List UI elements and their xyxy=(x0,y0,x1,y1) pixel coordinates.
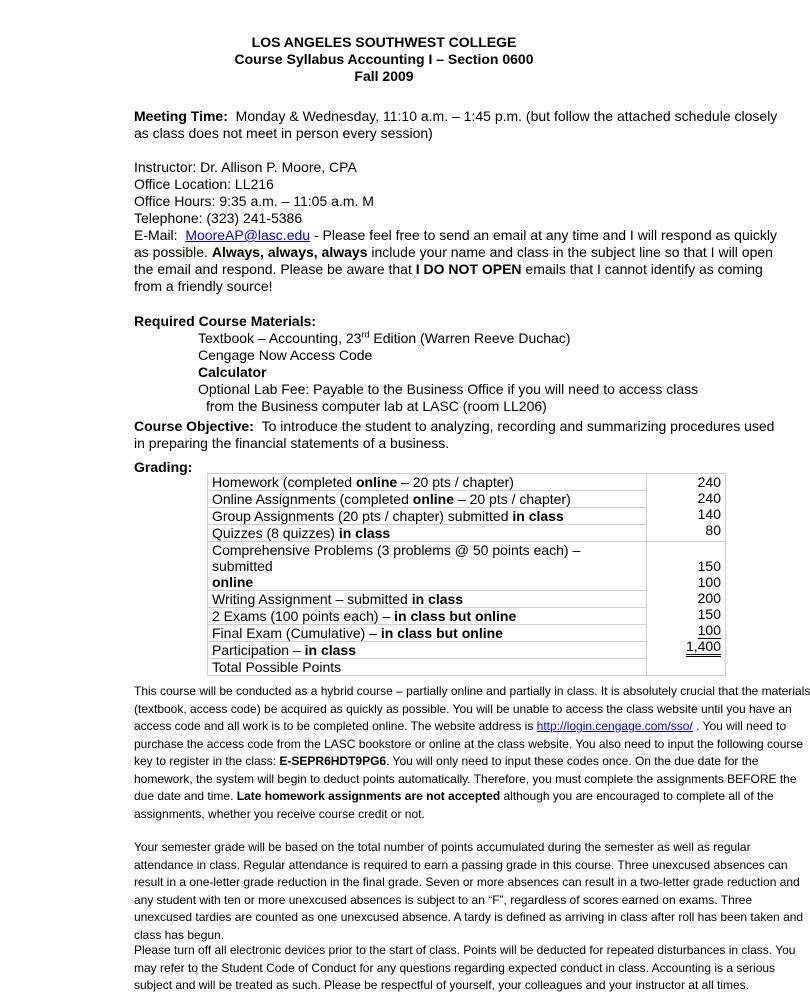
late-policy: Late homework assignments are not accepted xyxy=(236,789,501,803)
course-title: Course Syllabus Accounting I – Section 0600 xyxy=(234,51,534,67)
meeting-time-text: Monday & Wednesday, 11:10 a.m. – 1:45 p.m. (but follow the attached schedule closely xyxy=(235,108,778,124)
term: Fall 2009 xyxy=(354,68,414,84)
email-note: - Please feel free to send an email at any time and I will respond as quickly xyxy=(310,227,777,243)
points-value: 150 xyxy=(697,558,721,574)
points-value: 150 xyxy=(697,606,721,622)
lab-fee: Optional Lab Fee: Payable to the Business Office if you will need to access class xyxy=(198,381,699,397)
email-note-2c: include your name and class in the subject line so that I will open xyxy=(367,244,773,260)
points-value: 100 xyxy=(697,574,721,590)
website-link[interactable]: http://login.cengage.com/sso/ xyxy=(536,719,693,733)
course-key: E-SEPR6HDT9PG6 xyxy=(279,754,387,768)
instructor-section xyxy=(134,159,777,295)
points-value: 240 xyxy=(697,490,721,506)
materials-label: Required Course Materials: xyxy=(134,313,317,329)
table-row xyxy=(208,542,726,591)
points-value: 140 xyxy=(697,506,721,522)
email-note-2b: Always, always, always xyxy=(211,244,368,260)
office-hours: Office Hours: 9:35 a.m. – 11:05 a.m. M xyxy=(134,193,374,209)
objective-text: To introduce the student to analyzing, recording and summarizing procedures used xyxy=(261,418,775,434)
email-label: E-Mail: xyxy=(134,227,178,243)
textbook-edition: Edition (Warren Reeve Duchac) xyxy=(369,330,571,346)
office-location: Office Location: LL216 xyxy=(134,176,274,192)
materials-section xyxy=(134,313,699,415)
objective-text-2: in preparing the financial statements of a business. xyxy=(134,435,450,451)
telephone: Telephone: (323) 241-5386 xyxy=(134,210,303,226)
points-value: 100 xyxy=(697,622,721,638)
email-note-4: from a friendly source! xyxy=(134,278,273,294)
email-note-3b: I DO NOT OPEN xyxy=(415,261,522,277)
attendance-paragraph: Your semester grade will be based on the total number of points accumulated during the semester as well as regular attendance in class. Regular attendance is required to earn a passing grade in this course. Three unexcused absences can result in a one-letter grade reduction in the final grade. Seven or more absences can result in a two-letter grade reduction and any student with ten or more unexcused absences is subject to an “F”, regardless of scores earned on exams. Three unexcused tardies are counted as one unexcused absence. A tardy is defined as arriving in class after roll has been taken and class has begun. xyxy=(134,840,804,942)
calculator: Calculator xyxy=(198,364,267,380)
email-link[interactable]: MooreAP@lasc.edu xyxy=(185,227,311,243)
table-cell: Quizzes (8 quizzes) in class xyxy=(208,525,647,542)
meeting-time-section xyxy=(134,108,778,142)
table-cell xyxy=(647,542,726,676)
grading-table xyxy=(207,473,726,676)
textbook-sup: rd xyxy=(361,329,370,340)
table-cell: Participation – in class xyxy=(208,642,647,659)
table-cell: Group Assignments (20 pts / chapter) submitted in class xyxy=(208,508,647,525)
table-cell: Writing Assignment – submitted in class xyxy=(208,591,647,608)
email-note-2a: as possible. xyxy=(134,244,212,260)
table-cell: 2 Exams (100 points each) – in class but online xyxy=(208,608,647,625)
table-cell: Final Exam (Cumulative) – in class but online xyxy=(208,625,647,642)
table-cell: Comprehensive Problems (3 problems @ 50 points each) – submitted online xyxy=(208,542,647,591)
lab-fee-2: from the Business computer lab at LASC (room LL206) xyxy=(206,398,547,414)
access-code: Cengage Now Access Code xyxy=(198,347,373,363)
meeting-time-text-2: as class does not meet in person every session) xyxy=(134,125,433,141)
points-value: 240 xyxy=(697,474,721,490)
table-cell: Total Possible Points xyxy=(208,659,647,676)
objective-section xyxy=(134,418,775,452)
table-cell: Online Assignments (completed online – 20 pts / chapter) xyxy=(208,491,647,508)
table-cell: Homework (completed online – 20 pts / chapter) xyxy=(208,474,647,491)
meeting-time-label: Meeting Time: xyxy=(134,108,228,124)
objective-label: Course Objective: xyxy=(134,418,254,434)
email-note-3c: emails that I cannot identify as coming xyxy=(521,261,763,277)
instructor-name: Instructor: Dr. Allison P. Moore, CPA xyxy=(134,159,357,175)
hybrid-course-paragraph: This course will be conducted as a hybrid course – partially online and partially in class. It is absolutely crucial that the materials (textbook, access code) be acquired as quickly as possible. You will be unable to access the class website until you have an access code and all work is to be completed online. The website address is http://login.cengage.com/sso/ . You will need to purchase the access code from the LASC bookstore or online at the class website. You also need to input the following course key to register in the class: E-SEPR6HDT9PG6. You will only need to input these codes once. On the due date for the homework, the system will begin to deduct points automatically. Therefore, you must complete the assignments BEFORE the due date and time. Late homework assignments are not accepted although you are encouraged to complete all of the assignments, whether you receive course credit or not. xyxy=(134,684,810,821)
textbook: Textbook – Accounting, 23 xyxy=(198,330,362,346)
table-cell xyxy=(647,474,726,542)
grading-label: Grading: xyxy=(134,459,193,475)
conduct-paragraph: Please turn off all electronic devices prior to the start of class. Points will be deducted for repeated disturbances in class. You may refer to the Student Code of Conduct for any questions regarding expected conduct in class. Accounting is a serious subject and will be treated as such. Please be respectful of yourself, your colleagues and your instructor at all times. xyxy=(134,943,796,992)
points-value: 80 xyxy=(705,522,721,538)
table-row xyxy=(208,474,726,491)
total-points-value: 1,400 xyxy=(686,638,721,657)
document-header xyxy=(0,34,768,85)
points-value: 200 xyxy=(697,590,721,606)
college-name: LOS ANGELES SOUTHWEST COLLEGE xyxy=(251,34,517,50)
email-note-3a: the email and respond. Please be aware that xyxy=(134,261,416,277)
